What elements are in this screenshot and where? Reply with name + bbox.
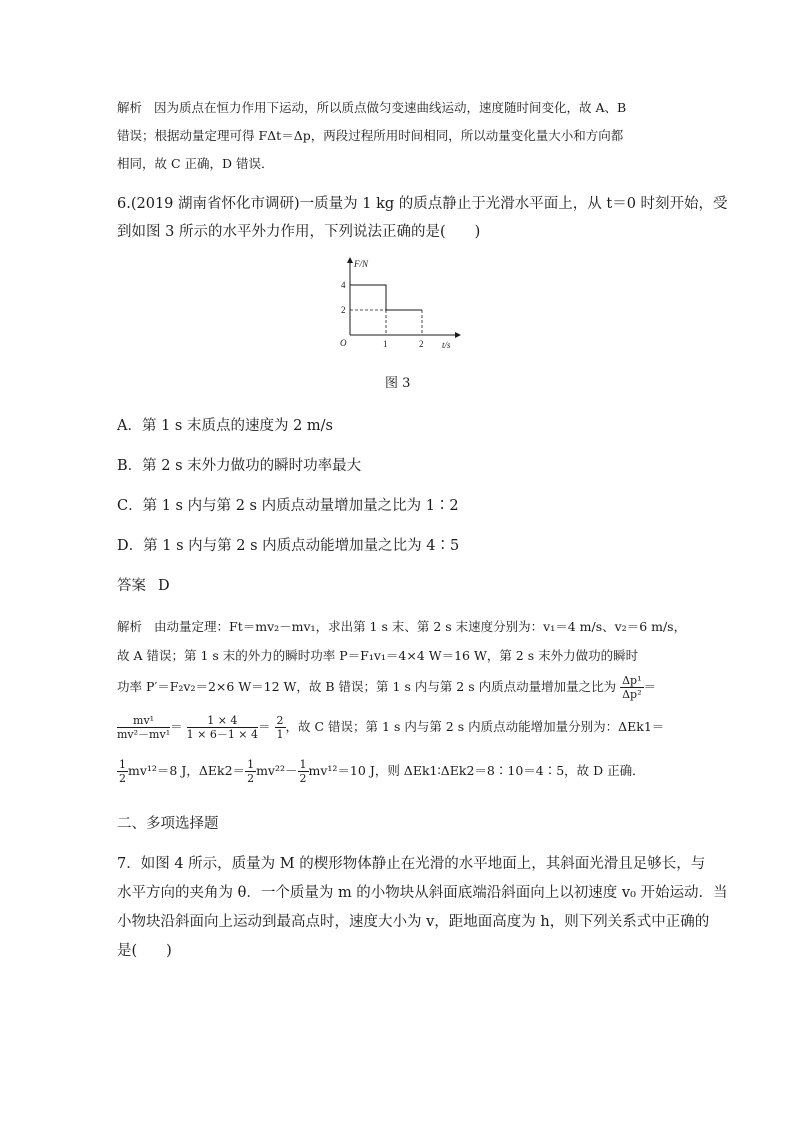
q6-analysis-line2: 故 A 错误；第 1 s 末的外力的瞬时功率 P＝F₁v₁＝4×4 W＝16 W，第 2 s 末外力做功的瞬时	[117, 648, 639, 663]
fraction-half-1: $\frac{1}{2}$	[119, 758, 126, 785]
option-a: A．第 1 s 末质点的速度为 2 m/s	[117, 418, 333, 434]
x-axis-label: t/s	[442, 340, 451, 350]
q6-analysis-line3: 功率 P′＝F₂v₂＝2×6 W＝12 W，故 B 错误；第 1 s 内与第 2 s 内质点动量增加量之比为 $\frac{\text{Δp¹}}{\text{Δp²}}$ ＝	[117, 674, 657, 701]
q6-analysis-label: 解析	[117, 619, 143, 634]
y-axis-label: F/N	[354, 259, 369, 269]
answer-value: D	[158, 578, 170, 594]
option-d: D．第 1 s 内与第 2 s 内质点动能增加量之比为 4∶5	[117, 538, 460, 554]
fraction-result: $\frac{2}{1}$	[276, 714, 284, 741]
q7-line4: 是( )	[117, 943, 172, 959]
q6-stem-line1: 6.(2019 湖南省怀化市调研)一质量为 1 kg 的质点静止于光滑水平面上，从 t＝0 时刻开始，受	[117, 196, 728, 212]
y-tick-4: 4	[341, 280, 346, 290]
q7-line3: 小物块沿斜面向上运动到最高点时，速度大小为 v，距地面高度为 h，则下列关系式中正确的	[117, 914, 710, 930]
fraction-numeric: $\frac{1 \times 4}{1 \times 6-1 \times 4}$	[186, 714, 259, 741]
x-tick-2: 2	[419, 339, 424, 349]
q6-analysis-line4: $\frac{\text{mv¹}}{\text{mv²－mv¹}}$ ＝ $\frac{1 \times 4}{1 \times 6-1 \times 4}$ ＝ $\frac{2}{1}$ ，故 C 错误；第 1 s 内与第 2 s 内质点动能增加量分别为：ΔEk1＝	[117, 714, 665, 741]
q5-analysis-line3: 相同，故 C 正确，D 错误．	[117, 156, 274, 171]
section-title: 二、多项选择题	[117, 816, 219, 832]
answer-label: 答案	[117, 578, 146, 594]
option-b: B．第 2 s 末外力做功的瞬时功率最大	[117, 458, 362, 474]
q5-analysis-line2: 错误；根据动量定理可得 FΔt＝Δp，两段过程所用时间相同，所以动量变化量大小和方向都	[117, 128, 624, 143]
y-tick-2: 2	[341, 305, 346, 315]
force-series-line	[350, 285, 422, 310]
q7-line2: 水平方向的夹角为 θ．一个质量为 m 的小物块从斜面底端沿斜面向上以初速度 v₀ 开始运动．当	[117, 885, 728, 901]
answer-line	[117, 574, 170, 595]
q6-analysis-line1: 解析 由动量定理：Ft＝mv₂－mv₁，求出第 1 s 末、第 2 s 末速度分别为：v₁＝4 m/s、v₂＝6 m/s，	[117, 619, 687, 634]
x-tick-1: 1	[383, 339, 388, 349]
analysis-label: 解析	[117, 100, 143, 115]
option-c: C．第 1 s 内与第 2 s 内质点动量增加量之比为 1∶2	[117, 498, 459, 514]
fraction-mv: $\frac{\text{mv¹}}{\text{mv²－mv¹}}$	[117, 714, 171, 741]
q7-line1: 7．如图 4 所示，质量为 M 的楔形物体静止在光滑的水平地面上，其斜面光滑且足够长，与	[117, 856, 706, 872]
q6-stem-line2: 到如图 3 所示的水平外力作用，下列说法正确的是( )	[117, 224, 481, 240]
figure-caption: 图 3	[385, 376, 411, 391]
fraction-dp: $\frac{\text{Δp¹}}{\text{Δp²}}$	[622, 674, 642, 701]
force-time-graph	[330, 250, 470, 360]
origin-label: O	[340, 338, 347, 348]
q5-analysis-line1: 解析 因为质点在恒力作用下运动，所以质点做匀变速曲线运动，速度随时间变化，故 A、B	[117, 100, 627, 115]
fraction-half-2: $\frac{1}{2}$	[247, 758, 255, 785]
fraction-half-3: $\frac{1}{2}$	[299, 758, 307, 785]
q6-analysis-line5: $\frac{1}{2}$ mv¹²＝8 J，ΔEk2＝ $\frac{1}{2}$ mv²²－ $\frac{1}{2}$ mv¹²＝10 J，则 ΔEk1∶ΔEk2＝8∶10＝4∶5，故 D 正确．	[119, 758, 645, 785]
